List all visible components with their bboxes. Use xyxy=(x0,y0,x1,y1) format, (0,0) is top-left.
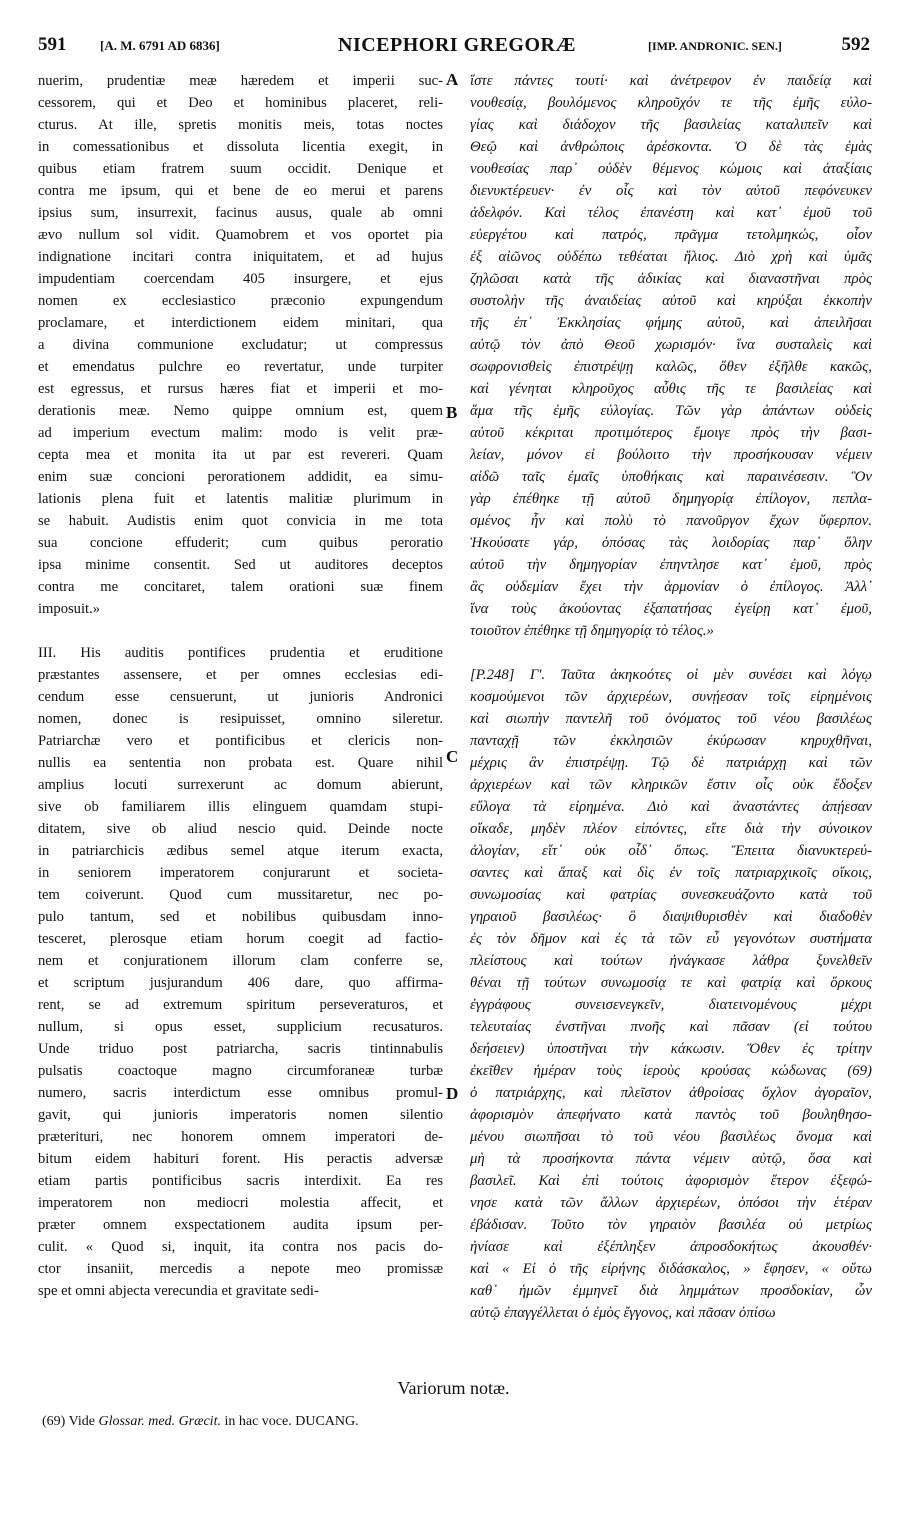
text-line: γὰρ ἐπέθηκε τῇ αὐτοῦ δημηγορίᾳ ἐπίλογον, πεπλα- xyxy=(470,491,872,507)
text-line: III. His auditis pontifices prudentia et eruditione xyxy=(38,645,443,661)
text-line: in seniorem imperatorem conjurarunt et societa- xyxy=(38,865,443,881)
text-line: νουθεσίας παρ᾽ οὐδὲν θέμενος κώμοις καὶ ἀταξίαις xyxy=(470,161,872,177)
paragraph-gap xyxy=(470,642,872,664)
text-line: γηραιοῦ βασιλέως· ὃ διαψιθυρισθὲν καὶ διαδοθὲν xyxy=(470,909,872,925)
text-line: αὐτῷ τὸν ἀπὸ Θεοῦ χωρισμόν· ἵνα συσταλεὶς καὶ xyxy=(470,337,872,353)
text-line: αὐτοῦ τὴν δημηγορίαν ἐπηντλησε κατ᾽ ἐμοῦ, πρὸς xyxy=(470,557,872,573)
text-line: ditatem, sive ob aliud nescio quid. Deinde nocte xyxy=(38,821,443,837)
text-line: cepta mea et monita ita ut par est revereri. Quam xyxy=(38,447,443,463)
text-line: et emendatus pulchre eo revertatur, unde turpiter xyxy=(38,359,443,375)
text-line: bitum eidem habituri forent. His peractis adversæ xyxy=(38,1151,443,1167)
text-line: tesceret, plerosque etiam horum coegit ad factio- xyxy=(38,931,443,947)
text-line: contra me concitaret, talem orationi suæ finem xyxy=(38,579,443,595)
page-number-left: 591 xyxy=(38,34,67,55)
text-line: εὔλογα τὰ εἰρημένα. Διὸ καὶ ἀναστάντες ἀπῄεσαν xyxy=(470,799,872,815)
margin-marker-c: C xyxy=(446,747,459,766)
text-line: ἀρχιερέων καὶ τῶν κληρικῶν ἔστιν οἷς οὐκ ἔδοξεν xyxy=(470,777,872,793)
text-line: λείαν, μόνον εἰ βούλοιτο τὴν προσήκουσαν νέμειν xyxy=(470,447,872,463)
text-line: νουθεσίᾳ, βουλόμενος κληροῦχόν τε τῆς ἐμῆς εὐλο- xyxy=(470,95,872,111)
text-line: τῆς ἐπ᾽ Ἐκκλησίας φήμης αὐτοῦ, καὶ ἀπειλῆσαι xyxy=(470,315,872,331)
text-line: γίας καὶ διάδοχον τῆς βασιλείας καταλιπεῖν καὶ xyxy=(470,117,872,133)
text-line: contra me ipsum, qui et bene de eo merui et parens xyxy=(38,183,443,199)
notes-heading: Variorum notæ. xyxy=(397,1378,510,1398)
text-line: ævo nullum sol vidit. Quamobrem et vos oportet pia xyxy=(38,227,443,243)
margin-marker-a: A xyxy=(446,70,459,89)
text-line: δεήσειεν) ὑποστῆναι τὴν κάκωσιν. Ὅθεν ἐς τρίτην xyxy=(470,1041,872,1057)
text-line: πλείστους καὶ τούτων ἠνάγκασε λάθρα ξυνελθεῖν xyxy=(470,953,872,969)
text-line: καὶ « Εἰ ὁ τῆς εἰρήνης διδάσκαλος, » ἔφησεν, « οὕτω xyxy=(470,1261,872,1277)
page-number-right: 592 xyxy=(841,34,870,55)
text-line: νησε κατὰ τῶν ἄλλων ἀρχιερέων, ὁπόσοι τὴν ἑτέραν xyxy=(470,1195,872,1211)
text-line: κοσμούμενοι τῶν ἀρχιερέων, συνῄεσαν τοῖς εἰρημένοις xyxy=(470,689,872,705)
text-line: ἅμα τῆς ἐμῆς εὐλογίας. Τῶν γὰρ ἁπάντων οὐδεὶς xyxy=(470,403,872,419)
text-line: ζηλῶσαι κατὰ τῆς ἀδικίας καὶ διαναστῆναι πρὸς xyxy=(470,271,872,287)
text-line: a divina communione excludatur; ut compressus xyxy=(38,337,443,353)
text-line: sua concione effuderit; cum quibus peroratio xyxy=(38,535,443,551)
text-line: in comessationibus et dissoluta licentia exegit, in xyxy=(38,139,443,155)
text-line: πανταχῇ τῶν ἐκκλησιῶν ἐκύρωσαν κηρυχθῆναι, xyxy=(470,733,872,749)
text-line: ἐς τὸν δῆμον καὶ ἐς τὰ τῶν εὖ γεγονότων συστήματα xyxy=(470,931,872,947)
text-line: βασιλεῖ. Καὶ ἐπὶ τούτοις ἀφορισμὸν ἕτερον ἐξεφώ- xyxy=(470,1173,872,1189)
text-line: lationis plena fuit et latentis malitiæ plurimum in xyxy=(38,491,443,507)
text-line: αἰδῶ ταῖς ἐμαῖς ὑποθήκαις καὶ παραινέσεσιν. Ὃν xyxy=(470,469,872,485)
text-line: Patriarchæ vero et pontificibus et clericis non- xyxy=(38,733,443,749)
paragraph-gap xyxy=(38,620,443,642)
text-line: proclamare, et interdictionem eidem minitari, qua xyxy=(38,315,443,331)
footnote xyxy=(42,1414,359,1430)
text-line: impudentiam coercendam 405 insurgere, et ejus xyxy=(38,271,443,287)
margin-marker-b: B xyxy=(446,403,458,422)
text-line: αὐτῷ ἐπαγγέλλεται ὁ ἐμὸς ἔγγονος, καὶ πᾶσαν ὀπίσω xyxy=(470,1305,776,1321)
text-line: amplius locuti surrexerunt ac domum abierunt, xyxy=(38,777,443,793)
margin-marker-d: D xyxy=(446,1084,459,1103)
text-line: ἠνίασε καὶ ἐξέπληξεν ἀπροσδοκήτως ἀκουσθέν· xyxy=(470,1239,872,1255)
text-line: σωφρονισθεὶς ἐπιστρέψῃ καλῶς, ὅθεν ἐξῆλθε κακῶς, xyxy=(470,359,872,375)
text-line: præstantes assensere, et per omnes ecclesias edi- xyxy=(38,667,443,683)
text-line: præterituri, nec honorem omnem imperatori de- xyxy=(38,1129,443,1145)
text-line: ad imperium evectum malim: modo is velit præ- xyxy=(38,425,443,441)
text-line: pulo tantum, sed et nobilibus quibusdam inno- xyxy=(38,909,443,925)
text-line: ἀδελφόν. Καὶ τέλος ἐπανέστη καὶ κατ᾽ ἐμοῦ τοῦ xyxy=(470,205,872,221)
text-line: nem et conjurationem illorum clam conferre se, xyxy=(38,953,443,969)
text-line: enim suæ concioni perorationem addidit, ea simu- xyxy=(38,469,443,485)
text-line: nullis ea sententia non probata est. Quare nihil xyxy=(38,755,443,771)
text-line: imperatorem non mediocri molestia affecit, et xyxy=(38,1195,443,1211)
greek-column xyxy=(470,70,872,1324)
text-line: καὶ σιωπὴν παντελῆ τοῦ ὀνόματος τοῦ νέου βασιλέως xyxy=(470,711,872,727)
running-header xyxy=(38,34,870,60)
text-line: ἃς οὐδεμίαν ἔχει τὴν ἁρμονίαν ὁ ἐπίλογος. Ἀλλ᾽ xyxy=(470,579,872,595)
text-line: ipsius sum, insurrexit, facinus ausus, quale ab omni xyxy=(38,205,443,221)
text-line: nomen, donec is resipuisset, omnino sileretur. xyxy=(38,711,443,727)
text-line: συστολὴν τῆς ἀναιδείας αὐτοῦ καὶ κηρύξαι ἐκκοπὴν xyxy=(470,293,872,309)
text-line: numero, sacris interdictum esse omnibus promul- xyxy=(38,1085,443,1101)
footnote-lead: Vide xyxy=(68,1414,95,1429)
text-line: αὐτοῦ κέκριται προτιμότερος ἔμοιγε πρὸς τὴν βασι- xyxy=(470,425,872,441)
latin-column xyxy=(38,70,443,1302)
text-line: σμένος ἦν καὶ πολὺ τὸ πανοῦργον ἔχων ὕφερπον. xyxy=(470,513,872,529)
text-line: ἀλογίαν, εἴτ᾽ οὐκ οἶδ᾽ ὅπως. Ἔπειτα διανυκτερεύ- xyxy=(470,843,872,859)
header-right-reference: [IMP. ANDRONIC. SEN.] xyxy=(648,39,782,53)
text-line: καὶ γένηται κληροῦχος αὖθις τῆς τε βασιλείας καὶ xyxy=(470,381,872,397)
text-line: cendum esse censuerunt, ut junioris Andronici xyxy=(38,689,443,705)
text-line: nullum, si opus esset, supplicium recusaturos. xyxy=(38,1019,443,1035)
text-line: quibus etiam fratrem suum occidit. Denique et xyxy=(38,161,443,177)
text-line: μὴ τὰ προσήκοντα πάντα νέμειν αὐτῷ, ὅσα καὶ xyxy=(470,1151,872,1167)
text-line: imposuit.» xyxy=(38,601,101,617)
text-line: gavit, qui junioris imperatoris nomen silentio xyxy=(38,1107,443,1123)
text-line: nomen ex ecclesiastico præconio expungendum xyxy=(38,293,443,309)
text-line: ἵστε πάντες τουτί· καὶ ἀνέτρεφον ἐν παιδείᾳ καὶ xyxy=(470,73,872,89)
text-line: ἐβάδισαν. Τοῦτο τὸν γηραιὸν βασιλέα οὐ μετρίως xyxy=(470,1217,872,1233)
text-line: οἴκαδε, μηδὲν πλέον εἰπόντες, εἴτε διὰ τὴν σύνοικον xyxy=(470,821,872,837)
footnote-author: DUCANG. xyxy=(295,1414,359,1429)
text-line: præter omnem exspectationem audita ipsum per- xyxy=(38,1217,443,1233)
text-line: se habuit. Audistis enim quot convicia in me tota xyxy=(38,513,443,529)
text-line: Unde triduo post patriarcha, sacris tintinnabulis xyxy=(38,1041,443,1057)
text-line: ctor insaniit, mercedis a nepote meo promissæ xyxy=(38,1261,443,1277)
text-line: rent, se ad extremum spiritum perseveraturos, et xyxy=(38,997,443,1013)
text-line: nuerim, prudentiæ meæ hæredem et imperii suc- xyxy=(38,73,443,89)
text-line: spe et omni abjecta verecundia et gravitate sedi- xyxy=(38,1283,319,1299)
text-line: τελευταίας ἐνστῆναι πνοῆς καὶ πᾶσαν (εἰ τούτου xyxy=(470,1019,872,1035)
text-line: θέναι τῇ τούτων συνωμοσίᾳ τε καὶ φατρίᾳ καὶ ὅρκους xyxy=(470,975,872,991)
text-line: ἐξ αἰῶνος οὐδέπω τεθέαται ἥλιος. Διὸ χρὴ καὶ ὑμᾶς xyxy=(470,249,872,265)
footnote-number: (69) xyxy=(42,1414,66,1429)
text-line: σαντες καὶ ἅπαξ καὶ δὶς ἐν τοῖς πατριαρχικοῖς οἴκοις, xyxy=(470,865,872,881)
text-line: ἵνα τοὺς ἀκούοντας ἐξαπατήσας ἐγείρῃ κατ᾽ ἐμοῦ, xyxy=(470,601,872,617)
footnote-work: Glossar. med. Græcit. xyxy=(98,1414,221,1429)
text-line: ἀφορισμὸν ἀπεφήνατο κατὰ παντὸς τοῦ βουληθησο- xyxy=(470,1107,872,1123)
text-line: cessorem, qui et Deo et hominibus placeret, reli- xyxy=(38,95,443,111)
text-line: tem coiverunt. Quod cum mussitaretur, nec po- xyxy=(38,887,443,903)
text-line: συνωμοσίας καὶ φατρίας συνεσκευάζοντο κατὰ τοῦ xyxy=(470,887,872,903)
text-line: est egressus, et rursus hæres fiat et imperii et mo- xyxy=(38,381,443,397)
text-line: ipsa minime consentit. Sed ut auditores deceptos xyxy=(38,557,443,573)
text-line: μένου σιωπῆσαι τὸ τοῦ νέου βασιλέως ὄνομα καὶ xyxy=(470,1129,872,1145)
text-line: derationis meæ. Nemo quippe omnium est, quem xyxy=(38,403,443,419)
text-line: Θεῷ καὶ ἀνθρώποις ἀρέσκοντα. Ὁ δὲ τὰς ἐμὰς xyxy=(470,139,872,155)
text-line: in patriarchicis ædibus semel atque iterum exacta, xyxy=(38,843,443,859)
text-line: ἐκεῖθεν ἡμέραν τοὺς ἱεροὺς κρούσας κώδωνας (69) xyxy=(470,1063,872,1079)
text-line: Ἠκούσατε γάρ, ὁπόσας τὰς λοιδορίας παρ᾽ ὅλην xyxy=(470,535,872,551)
text-line: et scriptum jusjurandum 406 dare, quo affirma- xyxy=(38,975,443,991)
text-line: [P.248] Γ'. Ταῦτα ἀκηκοότες οἱ μὲν συνέσει καὶ λόγῳ xyxy=(470,667,872,683)
header-left-reference: [A. M. 6791 AD 6836] xyxy=(100,38,220,53)
text-line: etiam partis pontificibus sacris interdixit. Ea res xyxy=(38,1173,443,1189)
text-line: διενυκτέρευεν· ἐν οἷς καὶ τὸν αὐτοῦ πεφόνευκεν xyxy=(470,183,872,199)
text-line: καθ᾽ ἡμῶν ἐμμηνεῖ διὰ λημμάτων προσδοκίαν, ὧν xyxy=(470,1283,872,1299)
text-line: ἐγγράφους συνεισενεγκεῖν, διατεινομένους μέχρι xyxy=(470,997,872,1013)
text-line: cturus. At ille, spretis monitis meis, totas noctes xyxy=(38,117,443,133)
text-line: εὐεργέτου καὶ πατρός, πρᾶγμα τετολμηκώς, οἷον xyxy=(470,227,872,243)
footnote-tail: in hac voce. xyxy=(224,1414,292,1429)
text-line: culit. « Quod si, inquit, ita contra nos pacis do- xyxy=(38,1239,443,1255)
text-line: τοιοῦτον ἐπέθηκε τῇ δημηγορίᾳ τὸ τέλος.» xyxy=(470,623,714,639)
text-line: indignatione incitari contra iniquitatem, et ad hujus xyxy=(38,249,443,265)
text-line: sive ob familiarem illis elinguem quamdam stupi- xyxy=(38,799,443,815)
text-line: μέχρις ἂν ἐπιστρέψῃ. Τῷ δὲ πατριάρχῃ καὶ τῶν xyxy=(470,755,872,771)
text-line: ὁ πατριάρχης, καὶ πλεῖστον ἀθροίσας ὄχλον ἀγοραῖον, xyxy=(470,1085,872,1101)
text-line: pulsatis coactoque magno circumforaneæ turbæ xyxy=(38,1063,443,1079)
running-title: NICEPHORI GREGORÆ xyxy=(338,34,576,56)
